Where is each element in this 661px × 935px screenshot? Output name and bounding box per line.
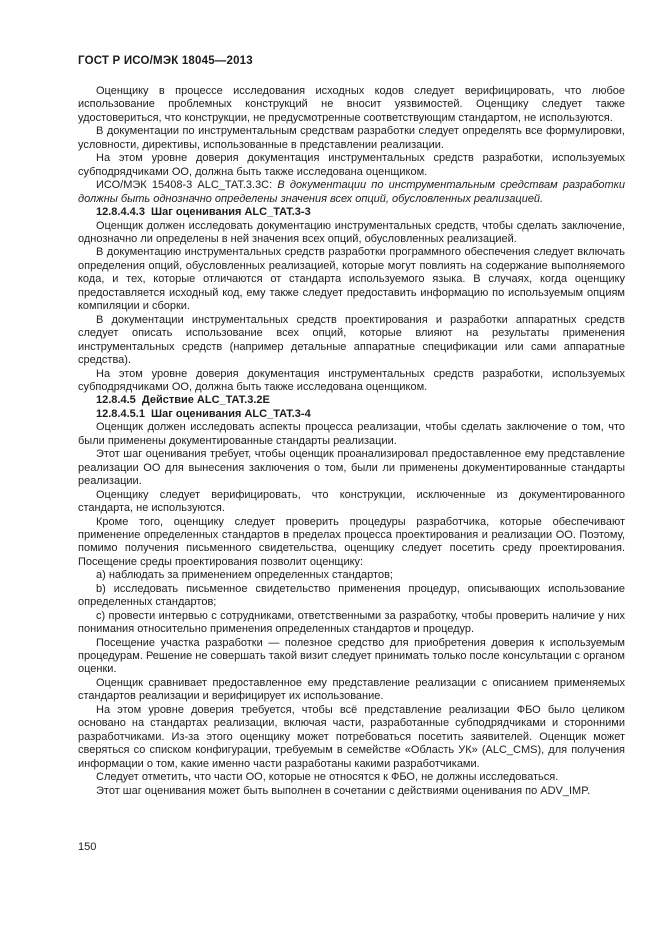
paragraph: В документации по инструментальным средствам разработки следует определять все формулировки, условности, директивы, использованные в представлении реализации. xyxy=(78,125,625,151)
citation-text: В документации по инструментальным средствам разработки должны быть однозначно определены значения всех опций, обусловленных реализацией. xyxy=(78,179,625,205)
paragraph: Кроме того, оценщику следует проверить процедуры разработчика, которые обеспечивают применение определенных стандартов в пределах процесса проектирования и реализации ОО. Поэтому, помимо получения письменного свидетельства, оценщику следует посетить среду проектирования. Посещение среды проектирования позволит оценщику: xyxy=(78,515,625,568)
paragraph: Оценщик должен исследовать аспекты процесса реализации, чтобы сделать заключение о том, что были применены документированные стандарты реализации. xyxy=(78,421,625,447)
list-item: a) наблюдать за применением определенных стандартов; xyxy=(96,569,393,582)
list-item: b) исследовать письменное свидетельство применения процедур, описывающих использование определенных стандартов; xyxy=(78,582,625,609)
citation-paragraph xyxy=(78,179,625,206)
standard-designation-header: ГОСТ Р ИСО/МЭК 18045—2013 xyxy=(78,55,253,67)
paragraph: Следует отметить, что части ОО, которые не относятся к ФБО, не должны исследоваться. xyxy=(96,771,559,784)
paragraph: Оценщику следует верифицировать, что конструкции, исключенные из документированного стандарта, не используются. xyxy=(78,488,625,515)
paragraph: Посещение участка разработки — полезное средство для приобретения доверия к используемым процедурам. Решение не совершать такой визит следует принимать только после консультации с органом оценки. xyxy=(78,636,625,676)
paragraph: На этом уровне доверия требуется, чтобы всё представление реализации ФБО было целиком основано на стандартах реализации, включая части, разработанные субподрядчиками и сторонними разработчиками. Из-за этого оценщику может потребоваться посетить заявителей. Оценщик может сверяться со списком конфигурации, требуемым в семействе «Область УК» (ALC_CMS), для получения информации о том, какие именно части разработаны какими разработчиками. xyxy=(78,703,625,770)
paragraph: В документацию инструментальных средств разработки программного обеспечения следует включать определения опций, обусловленных реализацией, которые могут повлиять на содержание выполняемого кода, и тех, которые отличаются от стандарта используемого языка. В случаях, когда оценщику предоставляется исходный код, ему также следует предоставить информацию по используемым опциям компиляции и сборки. xyxy=(78,246,625,313)
section-heading: 12.8.4.5 Действие ALC_TAT.3.2E xyxy=(96,394,270,407)
paragraph: Оценщику в процессе исследования исходных кодов следует верифицировать, что любое использование проблемных конструкций не вносит уязвимостей. Оценщику следует также удостовериться, что конструкции, не предусмотренные соответствующим стандартом, не используются. xyxy=(78,85,625,124)
section-heading: 12.8.4.4.3 Шаг оценивания ALC_TAT.3-3 xyxy=(96,206,311,219)
paragraph: Этот шаг оценивания требует, чтобы оценщик проанализировал предоставленное ему представление реализации ОО для вынесения заключения о том, были ли применены документированные стандарты реализации. xyxy=(78,448,625,488)
citation-reference: ИСО/МЭК 15408-3 ALC_TAT.3.3C: xyxy=(96,179,278,192)
paragraph: Оценщик должен исследовать документацию инструментальных средств, чтобы сделать заключение, однозначно ли определены в ней значения всех опций, обусловленных реализацией. xyxy=(78,219,625,245)
paragraph: Этот шаг оценивания может быть выполнен в сочетании с действиями оценивания по ADV_IMP. xyxy=(96,784,591,797)
paragraph: На этом уровне доверия документация инструментальных средств разработки, используемых субподрядчиками ОО, должна быть также исследована оценщиком. xyxy=(78,152,625,178)
section-heading: 12.8.4.5.1 Шаг оценивания ALC_TAT.3-4 xyxy=(96,407,311,420)
list-item: c) провести интервью с сотрудниками, ответственными за разработку, чтобы проверить наличие у них понимания относительно применения определенных стандартов и процедур. xyxy=(78,609,625,636)
document-body xyxy=(78,85,625,798)
paragraph: На этом уровне доверия документация инструментальных средств разработки, используемых субподрядчиками ОО, должна быть также исследована оценщиком. xyxy=(78,367,625,393)
page-number: 150 xyxy=(78,841,97,853)
paragraph: В документации инструментальных средств проектирования и разработки аппаратных средств следует описать использование всех опций, которые влияют на результаты применения инструментальных средств (например детальные аппаратные спецификации или сами аппаратные средства). xyxy=(78,313,625,367)
paragraph: Оценщик сравнивает предоставленное ему представление реализации с описанием применяемых стандартов реализации и верифицирует их использование. xyxy=(78,676,625,703)
